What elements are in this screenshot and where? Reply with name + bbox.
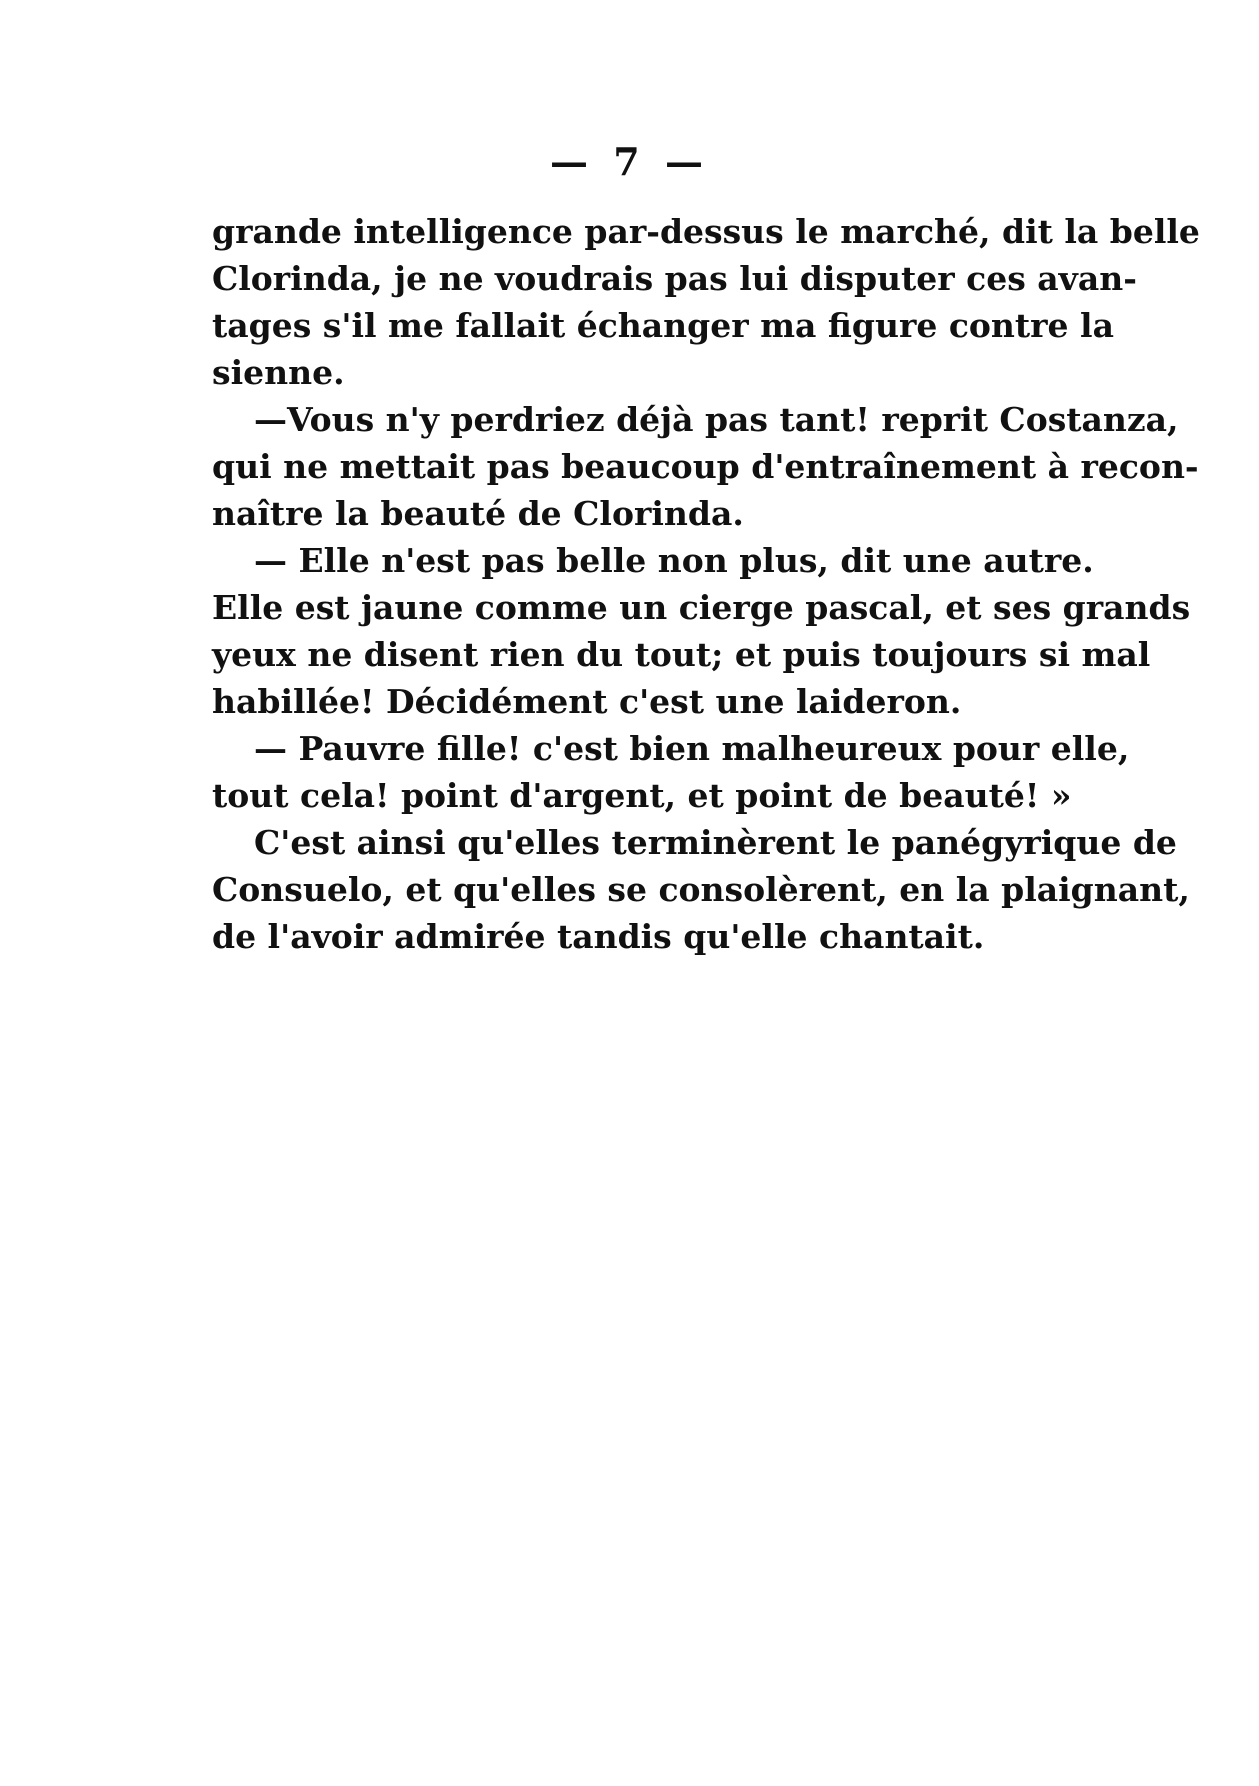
text-line: — Pauvre fille! c'est bien malheureux pour elle,: [254, 729, 1130, 768]
text-line: Consuelo, et qu'elles se consolèrent, en la plaignant,: [212, 870, 1190, 909]
text-line: qui ne mettait pas beaucoup d'entraînement à recon-: [212, 447, 1199, 486]
text-line: de l'avoir admirée tandis qu'elle chantait.: [212, 917, 985, 956]
text-line: Clorinda, je ne voudrais pas lui disputer ces avan-: [212, 259, 1137, 298]
text-line: Elle est jaune comme un cierge pascal, et ses grands: [212, 588, 1191, 627]
page-number: — 7 —: [550, 139, 709, 184]
text-line: —Vous n'y perdriez déjà pas tant! reprit Costanza,: [254, 400, 1179, 439]
text-line: yeux ne disent rien du tout; et puis toujours si mal: [212, 635, 1151, 674]
text-line: habillée! Décidément c'est une laideron.: [212, 682, 962, 721]
text-line: grande intelligence par-dessus le marché, dit la belle: [212, 212, 1200, 251]
text-line: — Elle n'est pas belle non plus, dit une autre.: [254, 541, 1094, 580]
text-line: tout cela! point d'argent, et point de beauté! »: [212, 776, 1072, 815]
text-line: C'est ainsi qu'elles terminèrent le panégyrique de: [254, 823, 1177, 862]
body-text: [212, 208, 1200, 960]
text-line: naître la beauté de Clorinda.: [212, 494, 744, 533]
text-line: tages s'il me fallait échanger ma figure contre la: [212, 306, 1114, 345]
text-line: sienne.: [212, 353, 345, 392]
